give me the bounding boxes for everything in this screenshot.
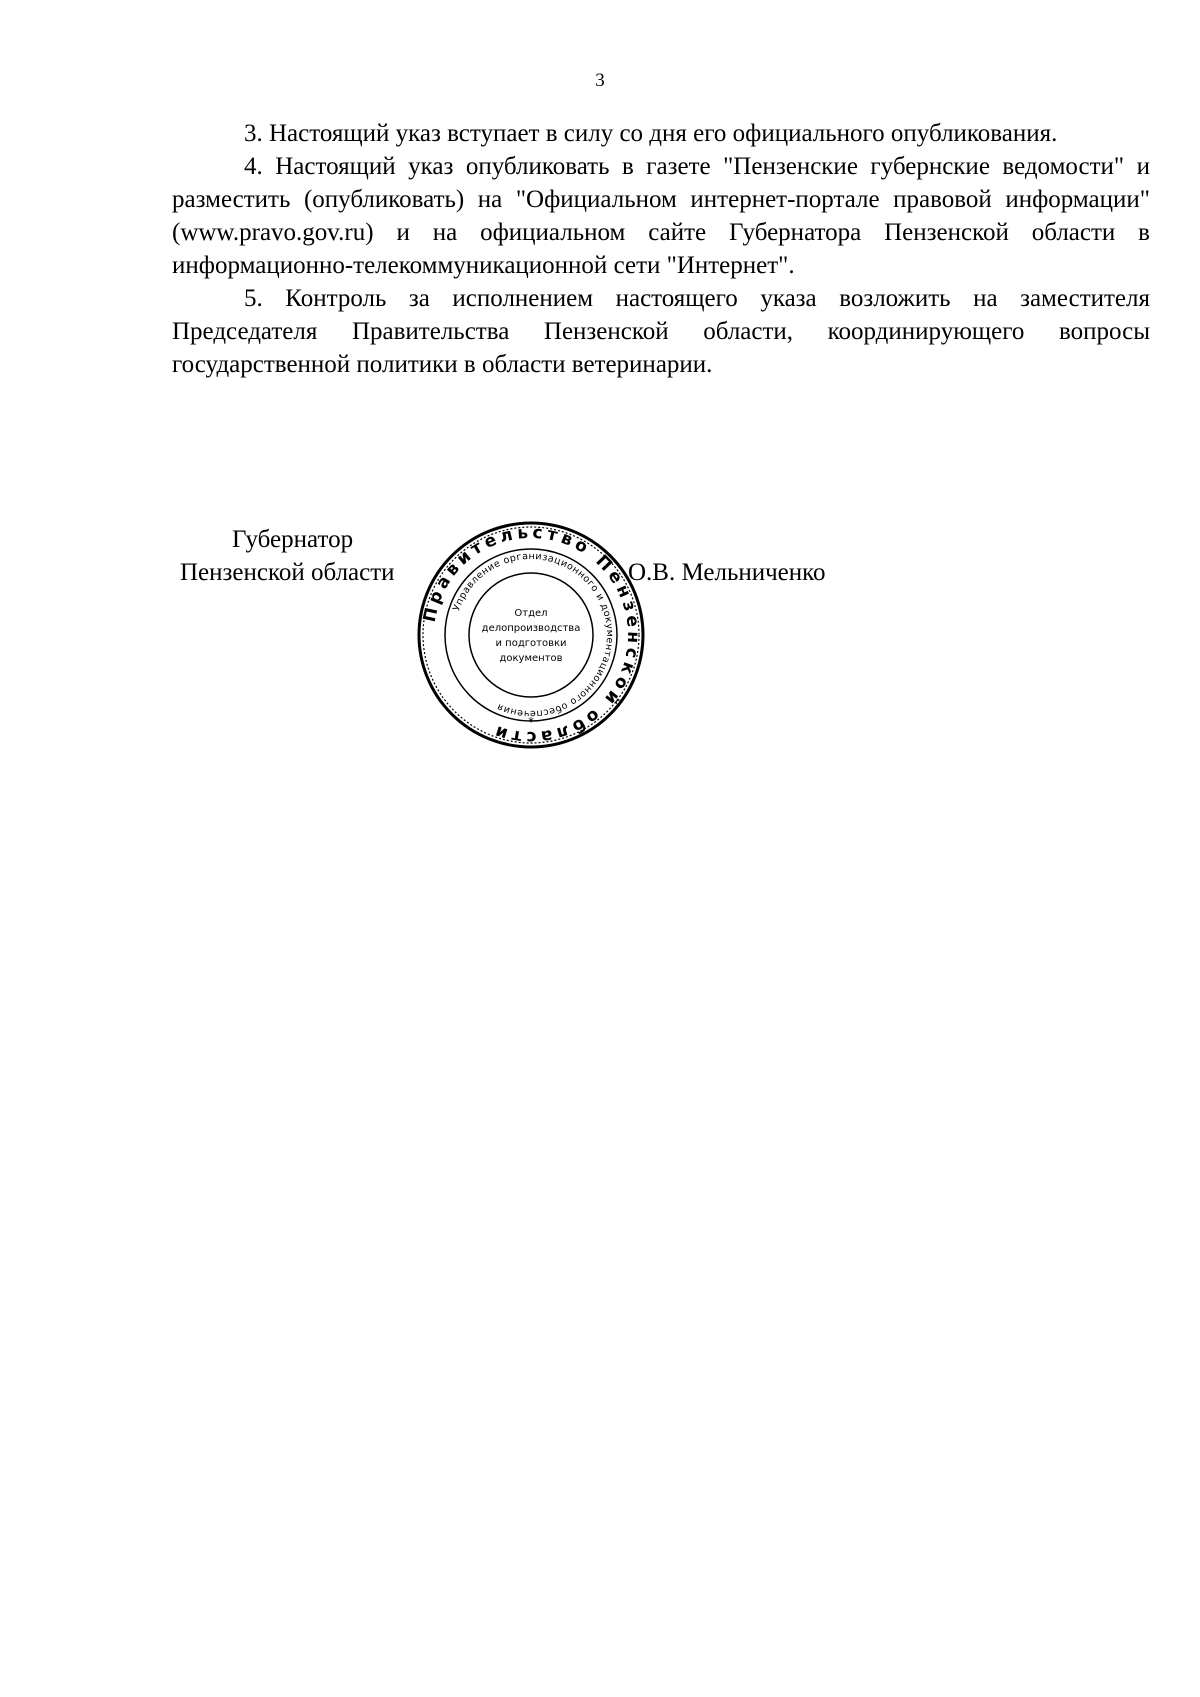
signatory-name: О.В. Мельниченко bbox=[628, 559, 826, 586]
seal-center-line2: делопроизводства bbox=[481, 623, 581, 634]
seal-center-line1: Отдел bbox=[514, 608, 548, 619]
seal-star-icon: * bbox=[528, 715, 534, 729]
document-body bbox=[172, 117, 1150, 381]
official-seal bbox=[416, 520, 646, 750]
signatory-region: Пензенской области bbox=[180, 559, 395, 586]
svg-text:Управление организационного и bbox=[451, 551, 615, 719]
paragraph-3: 3. Настоящий указ вступает в силу со дня его официального опубликования. bbox=[244, 120, 1058, 147]
page-number: 3 bbox=[595, 70, 605, 91]
seal-center-line3: и подготовки bbox=[495, 638, 567, 649]
seal-outer-text: Правительство Пензенской области bbox=[419, 522, 644, 748]
paragraph-4: 4. Настоящий указ опубликовать в газете "Пензенские губернские ведомости" и разместить (опубликовать) на "Официальном интернет-портале правовой информации" (www.pravo.gov.ru) и на официальном сайте Губернатора Пензенской области в информационно-телекоммуникационной сети "Интернет". bbox=[172, 153, 1150, 279]
seal-center-ring bbox=[469, 573, 593, 697]
signatory-title: Губернатор bbox=[232, 526, 354, 553]
paragraph-5: 5. Контроль за исполнением настоящего указа возложить на заместителя Председателя Правительства Пензенской области, координирующего вопросы государственной политики в области ветеринарии. bbox=[172, 285, 1150, 378]
seal-middle-text: Управление организационного и документационного обеспечения bbox=[451, 550, 616, 720]
seal-center-line4: документов bbox=[499, 653, 563, 664]
seal-divider-ring bbox=[445, 549, 617, 721]
